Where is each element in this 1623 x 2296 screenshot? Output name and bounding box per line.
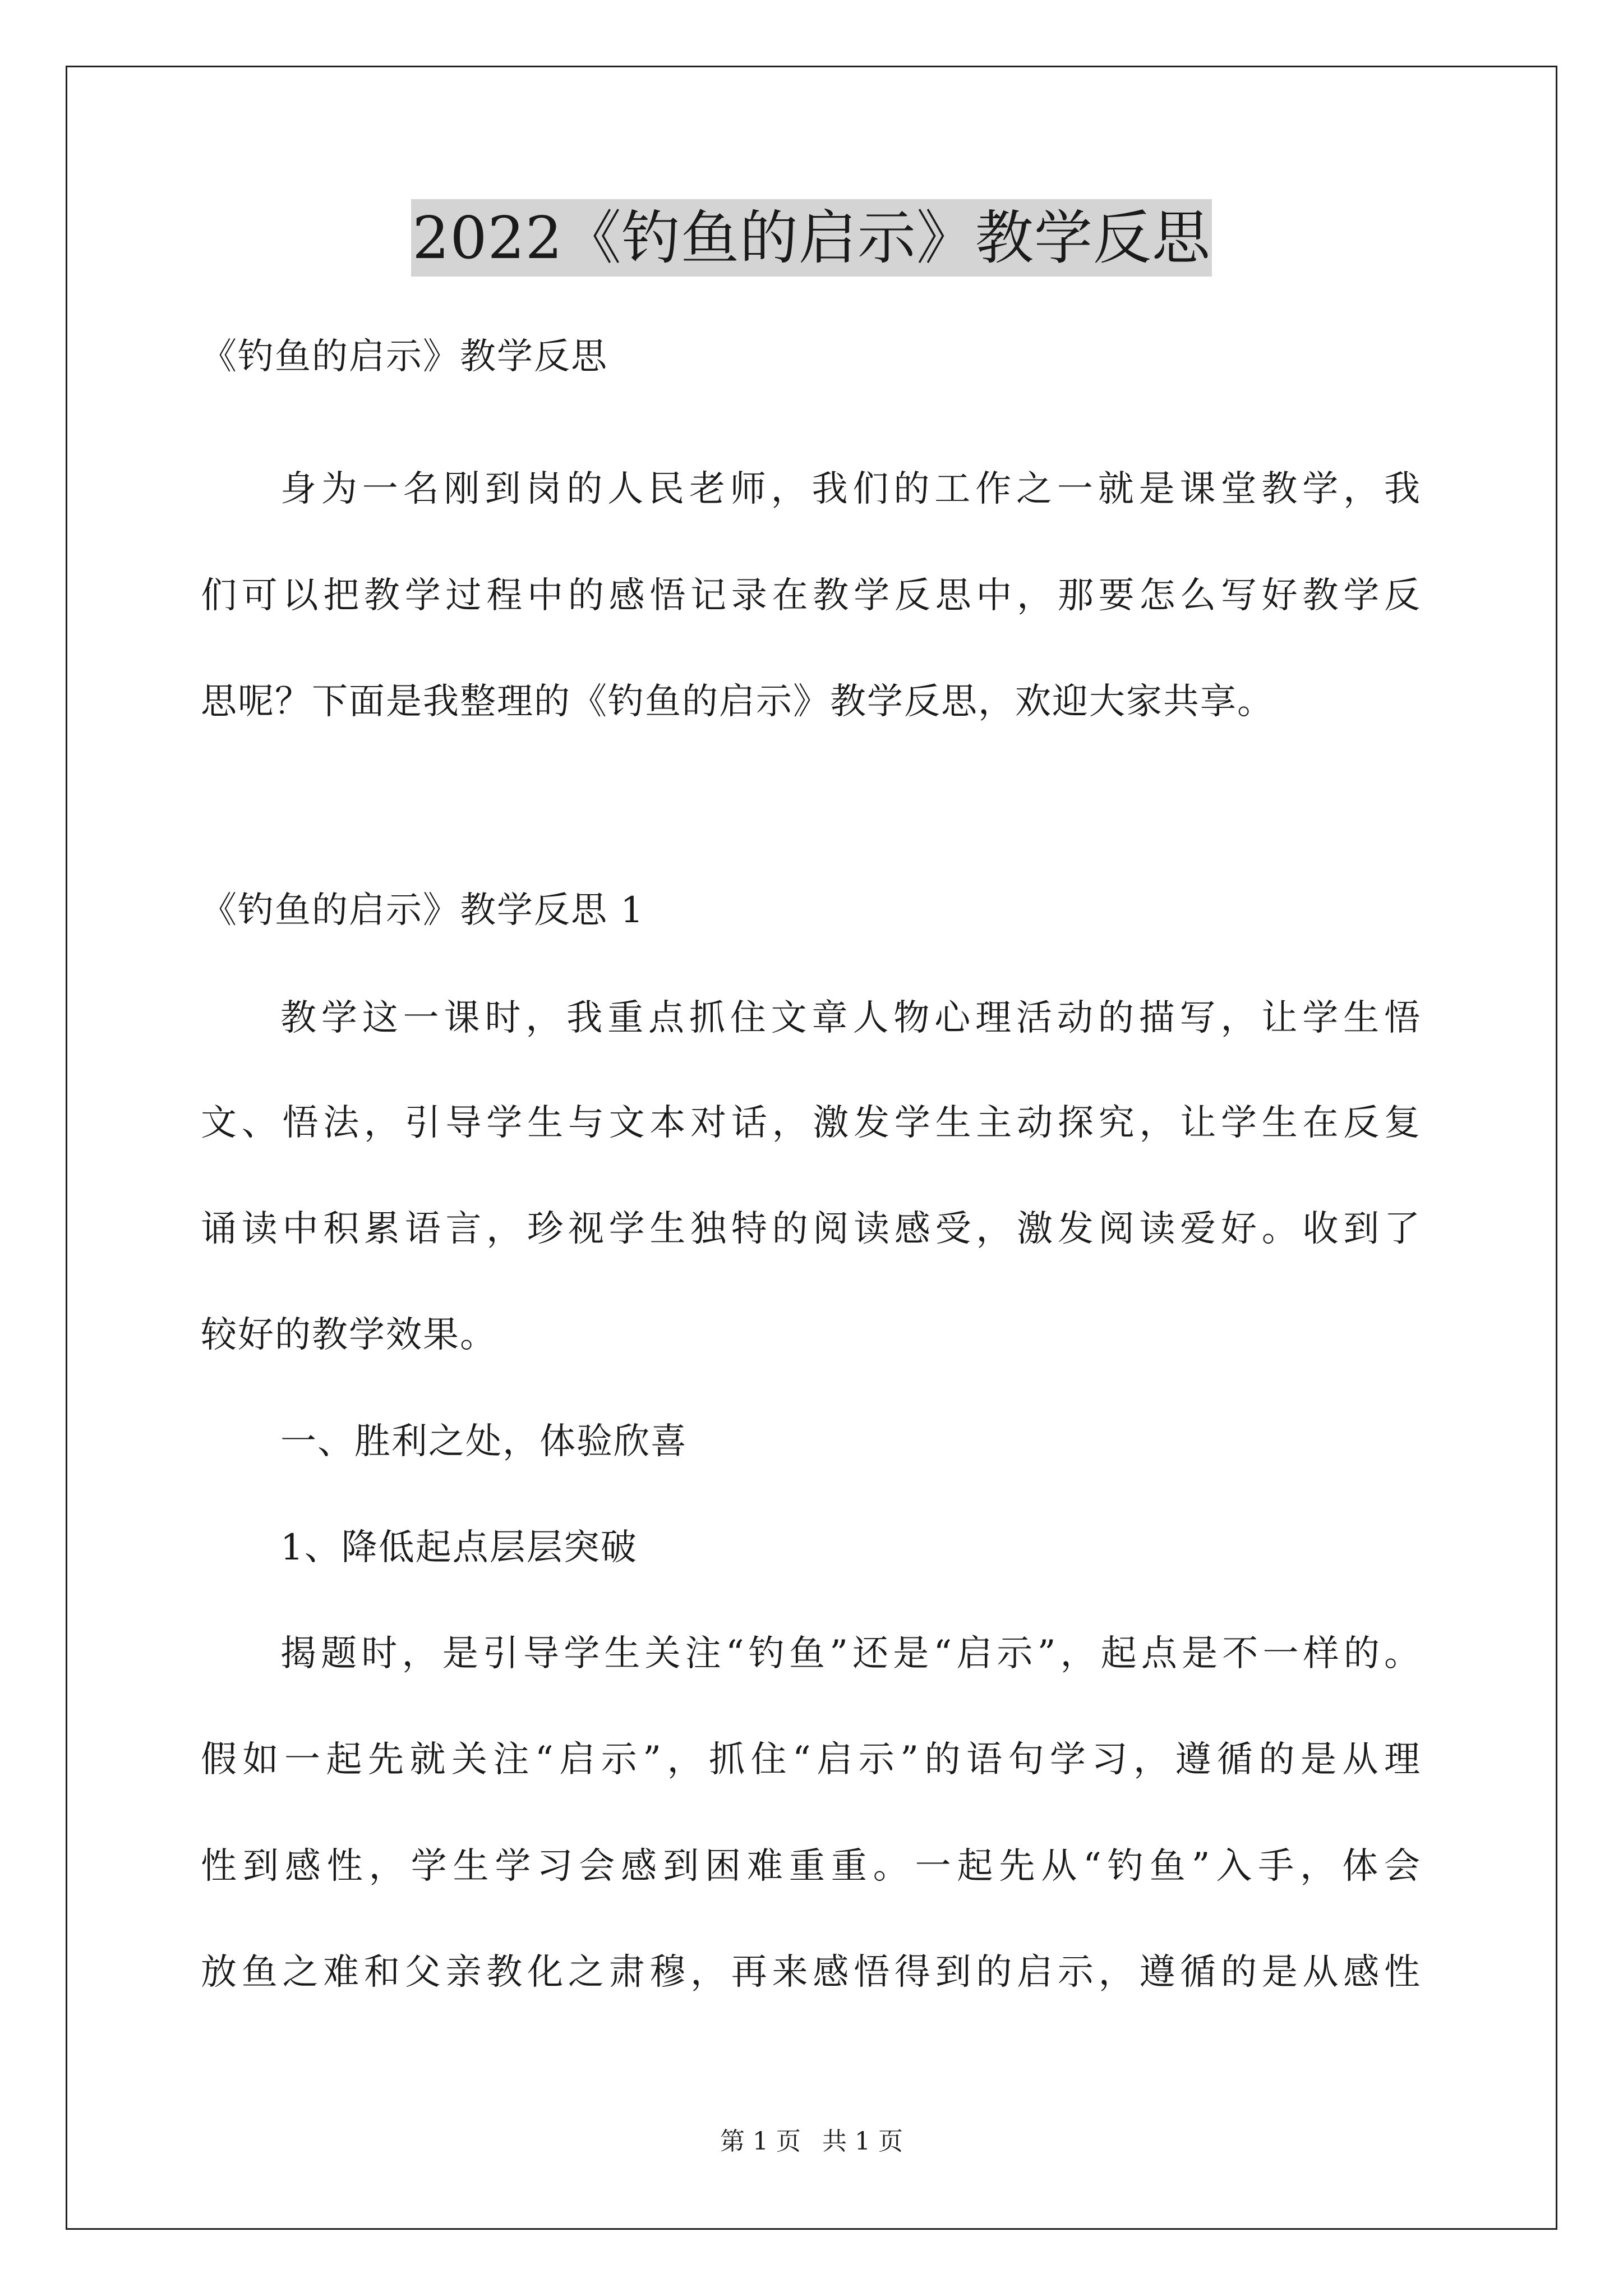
paragraph-line: 思呢？下面是我整理的《钓鱼的启示》教学反思，欢迎大家共享。	[201, 681, 1274, 723]
title-container	[0, 199, 1623, 277]
page-number: 第 1 页	[720, 2127, 801, 2156]
paragraph-line: 性到感性，学生学习会感到困难重重。一起先从“钓鱼”入手，体会	[201, 1846, 1421, 1887]
paragraph-line: 放鱼之难和父亲教化之肃穆，再来感悟得到的启示，遵循的是从感性	[201, 1952, 1421, 1993]
page-border	[66, 66, 1557, 2230]
section-heading: 《钓鱼的启示》教学反思 1	[201, 890, 645, 931]
page-footer	[0, 2125, 1623, 2159]
paragraph-line: 诵读中积累语言，珍视学生独特的阅读感受，激发阅读爱好。收到了	[201, 1208, 1421, 1250]
subheading: 1、降低起点层层突破	[280, 1527, 638, 1568]
paragraph-line: 们可以把教学过程中的感悟记录在教学反思中，那要怎么写好教学反	[201, 575, 1421, 616]
paragraph-line: 揭题时，是引导学生关注“钓鱼”还是“启示”，起点是不一样的。	[280, 1633, 1421, 1674]
paragraph-line: 身为一名刚到岗的人民老师，我们的工作之一就是课堂教学，我	[280, 468, 1421, 510]
paragraph-line: 假如一起先就关注“启示”，抓住“启示”的语句学习，遵循的是从理	[201, 1739, 1421, 1780]
page-total: 共 1 页	[822, 2127, 903, 2156]
subheading: 一、胜利之处，体验欣喜	[280, 1421, 688, 1462]
paragraph-line: 文、悟法，引导学生与文本对话，激发学生主动探究，让学生在反复	[201, 1102, 1421, 1144]
paragraph-line: 较好的教学效果。	[201, 1314, 497, 1356]
paragraph-line: 教学这一课时，我重点抓住文章人物心理活动的描写，让学生悟	[280, 997, 1421, 1039]
document-title: 2022《钓鱼的启示》教学反思	[411, 199, 1212, 277]
section-heading: 《钓鱼的启示》教学反思	[201, 336, 608, 378]
